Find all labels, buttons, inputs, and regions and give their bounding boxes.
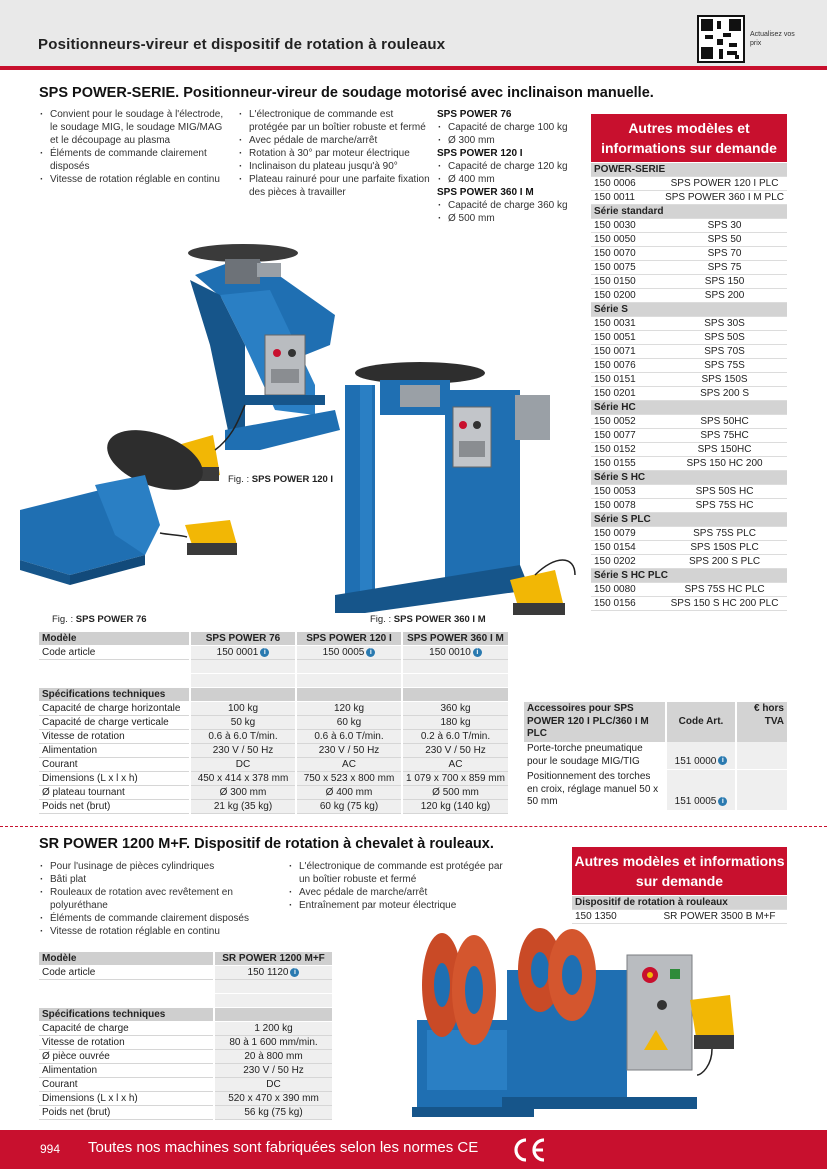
- table-header: Modèle: [39, 952, 214, 966]
- table-row: [591, 597, 787, 611]
- model-name: SPS 70S: [662, 345, 787, 359]
- model-name: SPS POWER 360 I M PLC: [662, 191, 787, 205]
- table-row: [39, 952, 332, 966]
- info-icon[interactable]: i: [260, 648, 269, 657]
- article-code[interactable]: 150 0079: [591, 527, 662, 541]
- sr-spec-table: [39, 952, 332, 1120]
- article-code[interactable]: 150 1350: [572, 910, 652, 924]
- section-divider: [0, 826, 827, 827]
- fig-caption-sps-120: Fig. : SPS POWER 120 I: [228, 474, 334, 485]
- table-header: Spécifications techniques: [39, 687, 190, 701]
- article-code[interactable]: 150 0051: [591, 331, 662, 345]
- fig-caption-sps-76: Fig. : SPS POWER 76: [52, 614, 147, 625]
- table-row: [591, 569, 787, 583]
- table-row: [591, 317, 787, 331]
- table-row: [591, 541, 787, 555]
- sps-bullets-col1: [39, 108, 229, 186]
- table-row: [591, 303, 787, 317]
- article-code[interactable]: 150 0053: [591, 485, 662, 499]
- list-item: · Inclinaison du plateau jusqu'à 90°: [238, 160, 430, 173]
- article-code[interactable]: 150 0078: [591, 499, 662, 513]
- article-code[interactable]: 150 0070: [591, 247, 662, 261]
- table-row: [591, 583, 787, 597]
- sr-other-models-table: [572, 896, 787, 924]
- table-row: Vitesse de rotation 0.6 à 6.0 T/min. 0.6 à 6.0 T/min. 0.2 à 6.0 T/min.: [39, 729, 508, 743]
- article-code[interactable]: 150 0201: [591, 387, 662, 401]
- list-item: · Ø 300 mm: [437, 134, 587, 147]
- article-code[interactable]: 150 0151: [591, 373, 662, 387]
- table-row: [591, 429, 787, 443]
- table-row: [572, 910, 787, 924]
- accessory-desc: Positionnement des torches en croix, réglage manuel 50 x 50 mm: [524, 770, 666, 811]
- table-row: Ø plateau tournant Ø 300 mm Ø 400 mm Ø 500 mm: [39, 785, 508, 799]
- list-item: · Entraînement par moteur électrique: [288, 899, 513, 912]
- info-icon[interactable]: i: [473, 648, 482, 657]
- accessories-table: [524, 702, 787, 811]
- table-row: [572, 896, 787, 910]
- model-name: SPS 150S: [662, 373, 787, 387]
- sps-other-models-table: [591, 163, 787, 611]
- model-name: SPS 50S HC: [662, 485, 787, 499]
- article-code[interactable]: 151 0000 i: [666, 742, 736, 770]
- sr-power-1200-illustration: [412, 925, 737, 1125]
- table-row: [39, 632, 508, 646]
- group-header: Série S PLC: [591, 513, 787, 527]
- table-row: [591, 261, 787, 275]
- footer-text: Toutes nos machines sont fabriquées selon les normes CE: [88, 1139, 479, 1156]
- table-cell: Code article: [39, 646, 190, 660]
- model-name: SPS 30S: [662, 317, 787, 331]
- sps-spec-table: [39, 632, 508, 814]
- table-row: Capacité de charge verticale 50 kg 60 kg 180 kg: [39, 715, 508, 729]
- sps-76-pedal: [160, 520, 237, 555]
- article-code[interactable]: 150 0052: [591, 415, 662, 429]
- table-row: Ø pièce ouvrée 20 à 800 mm: [39, 1049, 332, 1063]
- sps-variants: [437, 108, 587, 225]
- article-code[interactable]: 150 0155: [591, 457, 662, 471]
- group-header: Série HC: [591, 401, 787, 415]
- list-item: · Pour l'usinage de pièces cylindriques: [39, 860, 279, 873]
- list-item: · Rouleaux de rotation avec revêtement en polyuréthane: [39, 886, 279, 912]
- article-code[interactable]: 150 0080: [591, 583, 662, 597]
- sr-bullets-col1: [39, 860, 279, 938]
- accessory-desc: Porte-torche pneumatique pour le soudage MIG/TIG: [524, 742, 666, 770]
- group-header: Dispositif de rotation à rouleaux: [572, 896, 787, 910]
- table-header: € hors TVA: [736, 702, 787, 742]
- model-name: SPS 200 S: [662, 387, 787, 401]
- table-row: [591, 205, 787, 219]
- model-name: SPS 50HC: [662, 415, 787, 429]
- list-item: · L'électronique de commande est protégée par un boîtier robuste et fermé: [288, 860, 513, 886]
- table-header: SR POWER 1200 M+F: [214, 952, 332, 966]
- table-row: Alimentation 230 V / 50 Hz 230 V / 50 Hz 230 V / 50 Hz: [39, 743, 508, 757]
- model-name: SPS 75: [662, 261, 787, 275]
- list-item: · Vitesse de rotation réglable en continu: [39, 173, 229, 186]
- sps-power-76-machine: [20, 418, 211, 585]
- table-row: Capacité de charge 1 200 kg: [39, 1021, 332, 1035]
- list-item: · L'électronique de commande est protégée par un boîtier robuste et fermé: [238, 108, 430, 134]
- table-header: SPS POWER 76: [190, 632, 296, 646]
- article-code[interactable]: 150 0154: [591, 541, 662, 555]
- table-row: [39, 980, 332, 994]
- table-header: Code Art.: [666, 702, 736, 742]
- table-row: [591, 331, 787, 345]
- group-header: Série S: [591, 303, 787, 317]
- model-name: SPS 50S: [662, 331, 787, 345]
- sr-right-stand: [502, 928, 697, 1109]
- group-header: Série S HC PLC: [591, 569, 787, 583]
- table-row: Courant DC: [39, 1077, 332, 1091]
- list-item: · Plateau rainuré pour une parfaite fixation des pièces à travailler: [238, 173, 430, 199]
- group-header: Série S HC: [591, 471, 787, 485]
- list-item: · Éléments de commande clairement disposés: [39, 912, 279, 925]
- list-item: · Convient pour le soudage à l'électrode, le soudage MIG, le soudage MIG/MAG et le découpage au plasma: [39, 108, 229, 147]
- list-item: · Ø 500 mm: [437, 212, 587, 225]
- variant-name: SPS POWER 76: [437, 109, 512, 120]
- model-name: SPS 200 S PLC: [662, 555, 787, 569]
- article-code[interactable]: 150 0077: [591, 429, 662, 443]
- list-item: · Capacité de charge 100 kg: [437, 121, 587, 134]
- table-row: [591, 373, 787, 387]
- header-red-line: [0, 66, 827, 70]
- list-item: · Capacité de charge 120 kg: [437, 160, 587, 173]
- table-row: [591, 457, 787, 471]
- group-header: Série standard: [591, 205, 787, 219]
- table-row: [524, 742, 787, 770]
- table-row: [591, 177, 787, 191]
- table-row: [39, 1007, 332, 1021]
- article-code[interactable]: 150 0011: [591, 191, 662, 205]
- table-row: [591, 247, 787, 261]
- table-row: [39, 646, 508, 660]
- sps-power-360-i-m-machine: [335, 362, 550, 613]
- model-name: SPS 50: [662, 233, 787, 247]
- sr-pedal: [690, 995, 734, 1075]
- list-item: · Rotation à 30° par moteur électrique: [238, 147, 430, 160]
- model-name: SPS 150 HC 200: [662, 457, 787, 471]
- table-row: [591, 387, 787, 401]
- table-row: [591, 443, 787, 457]
- table-header: Spécifications techniques: [39, 1007, 214, 1021]
- table-row: [591, 345, 787, 359]
- table-row: [524, 702, 787, 742]
- model-name: SPS 150S PLC: [662, 541, 787, 555]
- model-name: SPS 70: [662, 247, 787, 261]
- model-name: SPS 75HC: [662, 429, 787, 443]
- article-code[interactable]: 150 0050: [591, 233, 662, 247]
- table-row: [39, 673, 508, 687]
- list-item: · Avec pédale de marche/arrêt: [238, 134, 430, 147]
- info-icon[interactable]: i: [718, 797, 727, 806]
- table-row: Courant DC AC AC: [39, 757, 508, 771]
- model-name: SPS POWER 120 I PLC: [662, 177, 787, 191]
- article-code[interactable]: 150 0010 i: [402, 646, 508, 660]
- table-row: [591, 191, 787, 205]
- table-row: [591, 527, 787, 541]
- variant-name: SPS POWER 120 I: [437, 148, 523, 159]
- sr-section-title: SR POWER 1200 M+F. Dispositif de rotation à chevalet à rouleaux.: [39, 836, 494, 852]
- page-number: 994: [40, 1142, 61, 1156]
- article-code[interactable]: 150 0005 i: [296, 646, 402, 660]
- article-code[interactable]: 150 0202: [591, 555, 662, 569]
- table-row: [591, 513, 787, 527]
- model-name: SPS 150HC: [662, 443, 787, 457]
- article-code[interactable]: 150 0075: [591, 261, 662, 275]
- table-header: Accessoires pour SPS POWER 120 I PLC/360 I M PLC: [524, 702, 666, 742]
- model-name: SPS 200: [662, 289, 787, 303]
- article-code[interactable]: 150 1120 i: [214, 966, 332, 980]
- table-row: Poids net (brut) 56 kg (75 kg): [39, 1105, 332, 1119]
- model-name: SPS 75S HC: [662, 499, 787, 513]
- table-row: [591, 289, 787, 303]
- model-name: SPS 150: [662, 275, 787, 289]
- list-item: · Avec pédale de marche/arrêt: [288, 886, 513, 899]
- table-row: Dimensions (L x l x h) 520 x 470 x 390 mm: [39, 1091, 332, 1105]
- group-header: POWER-SERIE: [591, 163, 787, 177]
- article-code[interactable]: 150 0030: [591, 219, 662, 233]
- table-row: Vitesse de rotation 80 à 1 600 mm/min.: [39, 1035, 332, 1049]
- list-item: · Vitesse de rotation réglable en continu: [39, 925, 279, 938]
- table-row: [591, 359, 787, 373]
- article-code[interactable]: 150 0006: [591, 177, 662, 191]
- table-row: [524, 770, 787, 811]
- article-code[interactable]: 150 0076: [591, 359, 662, 373]
- table-row: Dimensions (L x l x h) 450 x 414 x 378 mm 750 x 523 x 800 mm 1 079 x 700 x 859 mm: [39, 771, 508, 785]
- article-code[interactable]: 150 0156: [591, 597, 662, 611]
- model-name: SR POWER 3500 B M+F: [652, 910, 787, 924]
- list-item: · Capacité de charge 360 kg: [437, 199, 587, 212]
- article-code[interactable]: 150 0200: [591, 289, 662, 303]
- list-item: · Ø 400 mm: [437, 173, 587, 186]
- article-code[interactable]: 150 0152: [591, 443, 662, 457]
- fig-caption-sps-360: Fig. : SPS POWER 360 I M: [370, 614, 486, 625]
- sps-power-120-i-machine: [188, 244, 340, 450]
- table-row: [591, 219, 787, 233]
- sr-bullets-col2: [288, 860, 513, 912]
- info-icon[interactable]: i: [366, 648, 375, 657]
- table-row: Poids net (brut) 21 kg (35 kg) 60 kg (75 kg) 120 kg (140 kg): [39, 799, 508, 813]
- variant-name: SPS POWER 360 I M: [437, 187, 534, 198]
- table-row: [591, 555, 787, 569]
- article-code[interactable]: 150 0071: [591, 345, 662, 359]
- table-row: [591, 275, 787, 289]
- qr-label: Actualisez vos prix: [750, 31, 795, 47]
- table-header: Modèle: [39, 632, 190, 646]
- table-row: Capacité de charge horizontale 100 kg 120 kg 360 kg: [39, 701, 508, 715]
- model-name: SPS 150 S HC 200 PLC: [662, 597, 787, 611]
- article-code[interactable]: 150 0031: [591, 317, 662, 331]
- table-row: [591, 499, 787, 513]
- table-row: [591, 233, 787, 247]
- table-header: SPS POWER 120 I: [296, 632, 402, 646]
- page-title: Positionneurs-vireur et dispositif de rotation à rouleaux: [38, 36, 446, 53]
- table-row: [39, 660, 508, 674]
- sps-other-models-title: Autres modèles et informations sur demande: [591, 114, 787, 162]
- table-row: [591, 401, 787, 415]
- ce-mark-icon: [510, 1136, 550, 1164]
- table-row: Code article 150 1120 i: [39, 966, 332, 980]
- table-row: [591, 471, 787, 485]
- table-row: [591, 485, 787, 499]
- sps-bullets-col2: [238, 108, 430, 199]
- qr-code-icon[interactable]: [697, 15, 745, 63]
- article-code[interactable]: 150 0150: [591, 275, 662, 289]
- table-row: [39, 993, 332, 1007]
- info-icon[interactable]: i: [290, 968, 299, 977]
- sr-other-models-title: Autres modèles et informations sur demande: [572, 847, 787, 895]
- article-code[interactable]: 150 0001 i: [190, 646, 296, 660]
- table-header: SPS POWER 360 I M: [402, 632, 508, 646]
- list-item: · Bâti plat: [39, 873, 279, 886]
- info-icon[interactable]: i: [718, 756, 727, 765]
- sps-machines-illustration: [15, 235, 590, 620]
- table-row: Alimentation 230 V / 50 Hz: [39, 1063, 332, 1077]
- table-row: [591, 415, 787, 429]
- table-row: [39, 687, 508, 701]
- list-item: · Éléments de commande clairement disposés: [39, 147, 229, 173]
- model-name: SPS 75S HC PLC: [662, 583, 787, 597]
- model-name: SPS 75S: [662, 359, 787, 373]
- model-name: SPS 75S PLC: [662, 527, 787, 541]
- model-name: SPS 30: [662, 219, 787, 233]
- sps-section-title: SPS POWER-SERIE. Positionneur-vireur de soudage motorisé avec inclinaison manuelle.: [39, 85, 654, 101]
- article-code[interactable]: 151 0005 i: [666, 770, 736, 811]
- table-row: [591, 163, 787, 177]
